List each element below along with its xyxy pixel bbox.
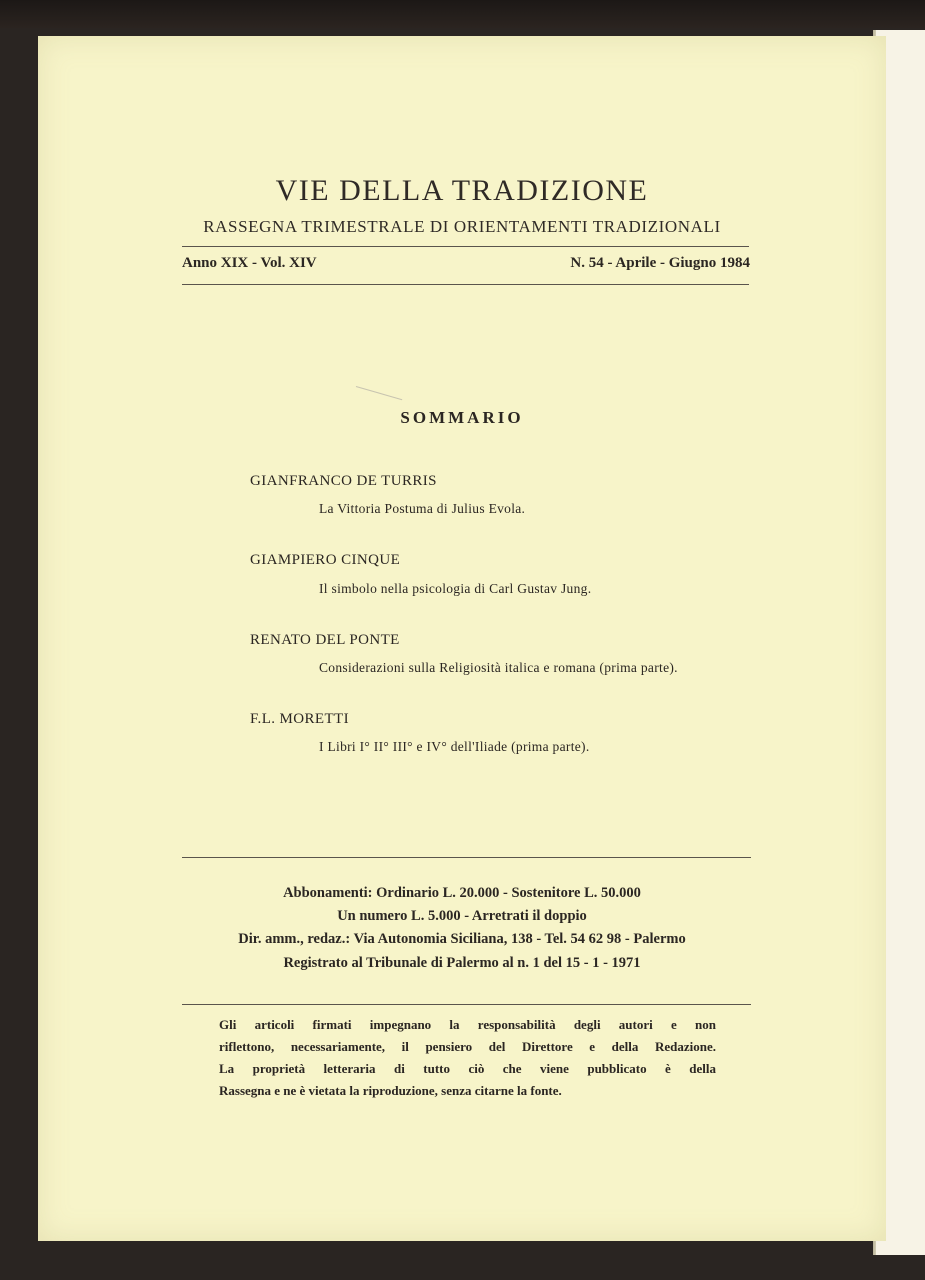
info-rule-bottom bbox=[182, 1004, 751, 1005]
contents-article-title: La Vittoria Postuma di Julius Evola. bbox=[319, 501, 526, 516]
contents-article-title: Il simbolo nella psicologia di Carl Gustav Jung. bbox=[319, 581, 592, 596]
contents-author: F.L. MORETTI bbox=[250, 711, 350, 727]
journal-title: VIE DELLA TRADIZIONE bbox=[275, 174, 649, 207]
contents-author: GIANFRANCO DE TURRIS bbox=[250, 473, 437, 489]
info-rule-top bbox=[182, 857, 751, 858]
journal-subtitle: RASSEGNA TRIMESTRALE DI ORIENTAMENTI TRADIZIONALI bbox=[203, 217, 721, 236]
contents-heading: SOMMARIO bbox=[400, 408, 524, 427]
contents-author: GIAMPIERO CINQUE bbox=[250, 552, 401, 568]
contents-article-title: Considerazioni sulla Religiosità italica e romana (prima parte). bbox=[319, 660, 678, 675]
contents-author: RENATO DEL PONTE bbox=[250, 632, 400, 648]
subscription-line: Abbonamenti: Ordinario L. 20.000 - Sostenitore L. 50.000 bbox=[283, 885, 641, 901]
pencil-mark bbox=[356, 386, 402, 400]
issue-info: N. 54 - Aprile - Giugno 1984 bbox=[570, 255, 750, 271]
scan-background-top bbox=[0, 0, 925, 28]
disclaimer-line: La proprietà letteraria di tutto ciò che viene pubblicato è della bbox=[219, 1061, 716, 1076]
registration-line: Registrato al Tribunale di Palermo al n. 1 del 15 - 1 - 1971 bbox=[283, 955, 641, 971]
contents-article-title: I Libri I° II° III° e IV° dell'Iliade (prima parte). bbox=[319, 739, 590, 754]
volume-info: Anno XIX - Vol. XIV bbox=[182, 255, 317, 271]
disclaimer-line: riflettono, necessariamente, il pensiero del Direttore e della Redazione. bbox=[219, 1039, 716, 1054]
address-line: Dir. amm., redaz.: Via Autonomia Siciliana, 138 - Tel. 54 62 98 - Palermo bbox=[238, 931, 686, 947]
single-issue-line: Un numero L. 5.000 - Arretrati il doppio bbox=[337, 908, 587, 924]
header-rule-bottom bbox=[182, 284, 749, 285]
disclaimer-line: Gli articoli firmati impegnano la responsabilità degli autori e non bbox=[219, 1017, 716, 1032]
disclaimer-line: Rassegna e ne è vietata la riproduzione, senza citarne la fonte. bbox=[219, 1083, 562, 1098]
header-rule-top bbox=[182, 246, 749, 247]
journal-cover-page bbox=[38, 36, 886, 1241]
